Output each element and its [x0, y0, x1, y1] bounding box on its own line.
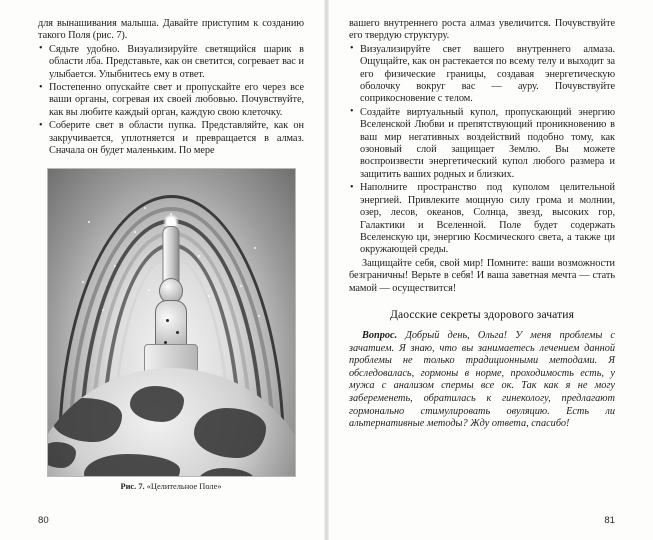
list-item: • Сядьте удобно. Визуализируйте светящийся шарик в области лба. Представьте, как он светится, согревает вас и улыбается. Улыбнитесь ему в ответ.: [38, 44, 304, 81]
light-pillar: [163, 226, 180, 284]
left-bullet-list: [38, 44, 304, 158]
right-page-text: [349, 18, 615, 295]
page-number-left: 80: [38, 515, 49, 526]
list-item: • Постепенно опускайте свет и пропускайте его через все ваши органы, согревая их своей любовью. Почувствуйте, как вы любите каждый орган, каждую свою клеточку.: [38, 82, 304, 119]
list-item: • Наполните пространство под куполом целительной энергией. Привлеките мощную силу грома и молнии, озер, лесов, океанов, Солнца, звезд, высоких гор, Галактики и Вселенной. Поле будет содержать Вселенскую ци, энергию Космического света, а также ци окружающей среды.: [349, 182, 615, 256]
right-page: [327, 0, 653, 540]
figure-caption-text: «Целительное Поле»: [146, 482, 222, 492]
right-closing-paragraph: Защищайте себя, свой мир! Помните: ваши возможности безграничны! Верьте в себя! И ваша заветная мечта — стать мамой — осуществится!: [349, 257, 615, 294]
page-number-right: 81: [604, 515, 615, 526]
left-page-text: [38, 18, 304, 157]
question-block: [349, 330, 615, 431]
figure-caption-label: Рис. 7.: [120, 482, 145, 492]
left-intro-paragraph: для вынашивания малыша. Давайте приступим к созданию такого Поля (рис. 7).: [38, 18, 304, 42]
left-page: [0, 0, 326, 540]
figure-7-image: [47, 168, 296, 477]
right-intro-paragraph: вашего внутреннего роста алмаз увеличится. Почувствуйте его твердую структуру.: [349, 18, 615, 42]
question-label: Вопрос.: [362, 329, 398, 341]
figure-7: [38, 168, 304, 491]
section-heading: Даосские секреты здорового зачатия: [389, 307, 575, 321]
question-text: Добрый день, Ольга! У меня проблемы с зачатием. Я знаю, что вы занимаетесь лечением данной проблемы не только традиционными методами. Я обследовалась, гормоны в норме, проходимость есть, у мужа с анализом спермы все ок. Так как я не могу забеременеть, обратилась к гинекологу, предлагают гормонально стимулировать овуляцию. Есть ли альтернативные методы? Жду ответа, спасибо!: [349, 329, 615, 430]
figure-caption: [38, 482, 304, 491]
list-item: • Соберите свет в области пупка. Представляйте, как он закручивается, уплотняется и превращается в алмаз. Сначала он будет маленьким. По мере: [38, 120, 304, 157]
list-item: • Визуализируйте свет вашего внутреннего алмаза. Ощущайте, как он растекается по всему телу и выходит за его физические границы, создавая энергетическую оболочку вокруг вас — ауру. Почувствуйте соприкосновение с телом.: [349, 44, 615, 106]
list-item: • Создайте виртуальный купол, пропускающий энергию Вселенской Любви и препятствующий проникновению в ваш мир негативных воздействий подобно тому, как озоновый слой защищает Землю. Вы можете воспроизвести энергетический купол любого размера и защитить ваших родных и близких.: [349, 107, 615, 181]
right-bullet-list: [349, 44, 615, 257]
